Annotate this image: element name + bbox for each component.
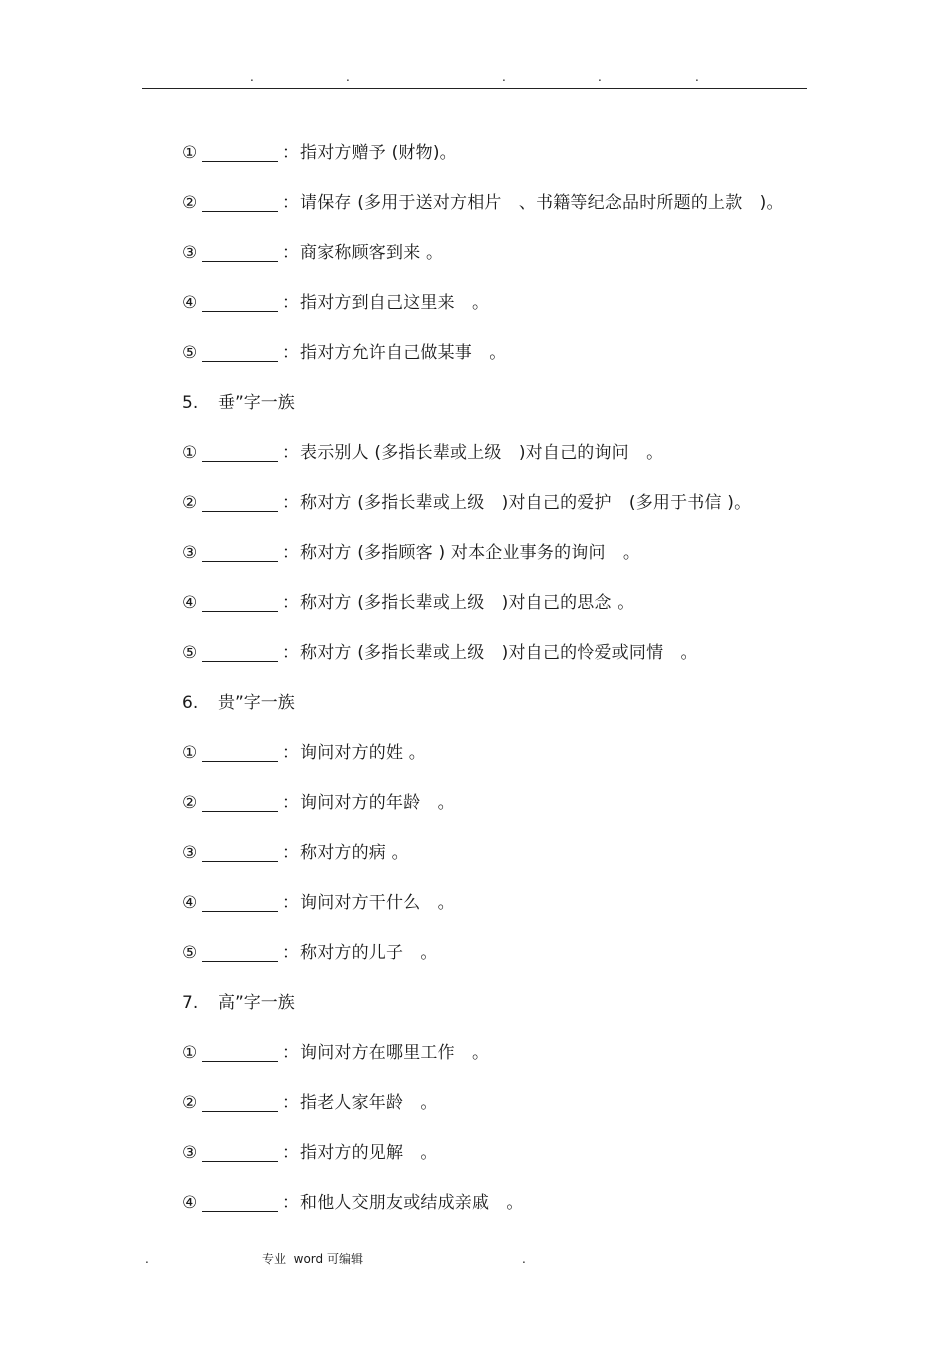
item-marker: ⑤ (182, 343, 198, 363)
section-heading (182, 678, 882, 728)
answer-blank[interactable] (202, 591, 278, 612)
item-description: 称对方的病 。 (300, 843, 409, 863)
item-marker: ⑤ (182, 943, 198, 963)
list-item: ② ： 询问对方的年龄 。 (182, 778, 882, 828)
item-description: 指对方赠予 (财物)。 (300, 143, 457, 163)
item-description: 称对方 (多指长辈或上级 )对自己的爱护 (多用于书信 )。 (300, 493, 752, 513)
header-dot: . (346, 70, 350, 84)
section-heading (182, 378, 882, 428)
list-item: ② ： 指老人家年龄 。 (182, 1078, 882, 1128)
document-body (182, 128, 882, 1228)
answer-blank[interactable] (202, 141, 278, 162)
list-item: ⑤ ： 指对方允许自己做某事 。 (182, 328, 882, 378)
answer-blank[interactable] (202, 891, 278, 912)
item-marker: ④ (182, 1193, 198, 1213)
answer-blank[interactable] (202, 841, 278, 862)
item-description: 称对方 (多指长辈或上级 )对自己的思念 。 (300, 593, 635, 613)
item-marker: ① (182, 143, 198, 163)
footer-text: 专业 word 可编辑 (262, 1252, 363, 1266)
section-title: 垂”字一族 (218, 393, 295, 413)
list-item: ③ ： 指对方的见解 。 (182, 1128, 882, 1178)
item-marker: ① (182, 743, 198, 763)
footer-dot: . (522, 1252, 526, 1266)
item-description: 称对方的儿子 。 (300, 943, 438, 963)
section-number: 6. (182, 693, 199, 713)
list-item: ③ ： 称对方 (多指顾客 ) 对本企业事务的询问 。 (182, 528, 882, 578)
answer-blank[interactable] (202, 1091, 278, 1112)
item-marker: ③ (182, 243, 198, 263)
list-item: ② ： 称对方 (多指长辈或上级 )对自己的爱护 (多用于书信 )。 (182, 478, 882, 528)
list-item: ⑤ ： 称对方的儿子 。 (182, 928, 882, 978)
item-marker: ③ (182, 843, 198, 863)
item-description: 指老人家年龄 。 (300, 1093, 438, 1113)
header-dot: . (250, 70, 254, 84)
item-marker: ⑤ (182, 643, 198, 663)
item-marker: ② (182, 793, 198, 813)
item-marker: ① (182, 443, 198, 463)
section-number: 7. (182, 993, 199, 1013)
item-description: 称对方 (多指顾客 ) 对本企业事务的询问 。 (300, 543, 641, 563)
answer-blank[interactable] (202, 341, 278, 362)
item-description: 指对方到自己这里来 。 (300, 293, 490, 313)
item-description: 询问对方干什么 。 (300, 893, 455, 913)
section-title: 高”字一族 (218, 993, 295, 1013)
item-marker: ③ (182, 1143, 198, 1163)
answer-blank[interactable] (202, 541, 278, 562)
answer-blank[interactable] (202, 441, 278, 462)
section-title: 贵”字一族 (218, 693, 295, 713)
list-item: ① ： 表示别人 (多指长辈或上级 )对自己的询问 。 (182, 428, 882, 478)
item-description: 指对方的见解 。 (300, 1143, 438, 1163)
answer-blank[interactable] (202, 791, 278, 812)
item-marker: ② (182, 193, 198, 213)
answer-blank[interactable] (202, 741, 278, 762)
list-item: ① ： 询问对方的姓 。 (182, 728, 882, 778)
item-marker: ④ (182, 293, 198, 313)
list-item: ③ ： 称对方的病 。 (182, 828, 882, 878)
answer-blank[interactable] (202, 491, 278, 512)
item-marker: ④ (182, 893, 198, 913)
header-rule (142, 88, 807, 89)
list-item: ⑤ ： 称对方 (多指长辈或上级 )对自己的怜爱或同情 。 (182, 628, 882, 678)
item-description: 指对方允许自己做某事 。 (300, 343, 507, 363)
answer-blank[interactable] (202, 1041, 278, 1062)
section-number: 5. (182, 393, 199, 413)
answer-blank[interactable] (202, 1191, 278, 1212)
item-description: 表示别人 (多指长辈或上级 )对自己的询问 。 (300, 443, 664, 463)
answer-blank[interactable] (202, 941, 278, 962)
list-item: ④ ： 指对方到自己这里来 。 (182, 278, 882, 328)
item-description: 询问对方的姓 。 (300, 743, 427, 763)
item-description: 询问对方在哪里工作 。 (300, 1043, 490, 1063)
item-marker: ② (182, 493, 198, 513)
answer-blank[interactable] (202, 241, 278, 262)
item-marker: ③ (182, 543, 198, 563)
item-description: 称对方 (多指长辈或上级 )对自己的怜爱或同情 。 (300, 643, 698, 663)
item-description: 请保存 (多用于送对方相片 、书籍等纪念品时所题的上款 )。 (300, 193, 784, 213)
answer-blank[interactable] (202, 291, 278, 312)
item-marker: ① (182, 1043, 198, 1063)
header-dot: . (502, 70, 506, 84)
answer-blank[interactable] (202, 191, 278, 212)
answer-blank[interactable] (202, 641, 278, 662)
list-item: ④ ： 询问对方干什么 。 (182, 878, 882, 928)
list-item: ② ： 请保存 (多用于送对方相片 、书籍等纪念品时所题的上款 )。 (182, 178, 882, 228)
list-item: ③ ： 商家称顾客到来 。 (182, 228, 882, 278)
header-dot: . (598, 70, 602, 84)
item-marker: ④ (182, 593, 198, 613)
list-item: ④ ： 和他人交朋友或结成亲戚 。 (182, 1178, 882, 1228)
header-dot: . (695, 70, 699, 84)
list-item: ① ： 询问对方在哪里工作 。 (182, 1028, 882, 1078)
answer-blank[interactable] (202, 1141, 278, 1162)
item-description: 商家称顾客到来 。 (300, 243, 444, 263)
item-description: 询问对方的年龄 。 (300, 793, 455, 813)
item-description: 和他人交朋友或结成亲戚 。 (300, 1193, 524, 1213)
section-heading (182, 978, 882, 1028)
footer-dot: . (145, 1252, 149, 1266)
list-item: ④ ： 称对方 (多指长辈或上级 )对自己的思念 。 (182, 578, 882, 628)
list-item: ① ： 指对方赠予 (财物)。 (182, 128, 882, 178)
item-marker: ② (182, 1093, 198, 1113)
